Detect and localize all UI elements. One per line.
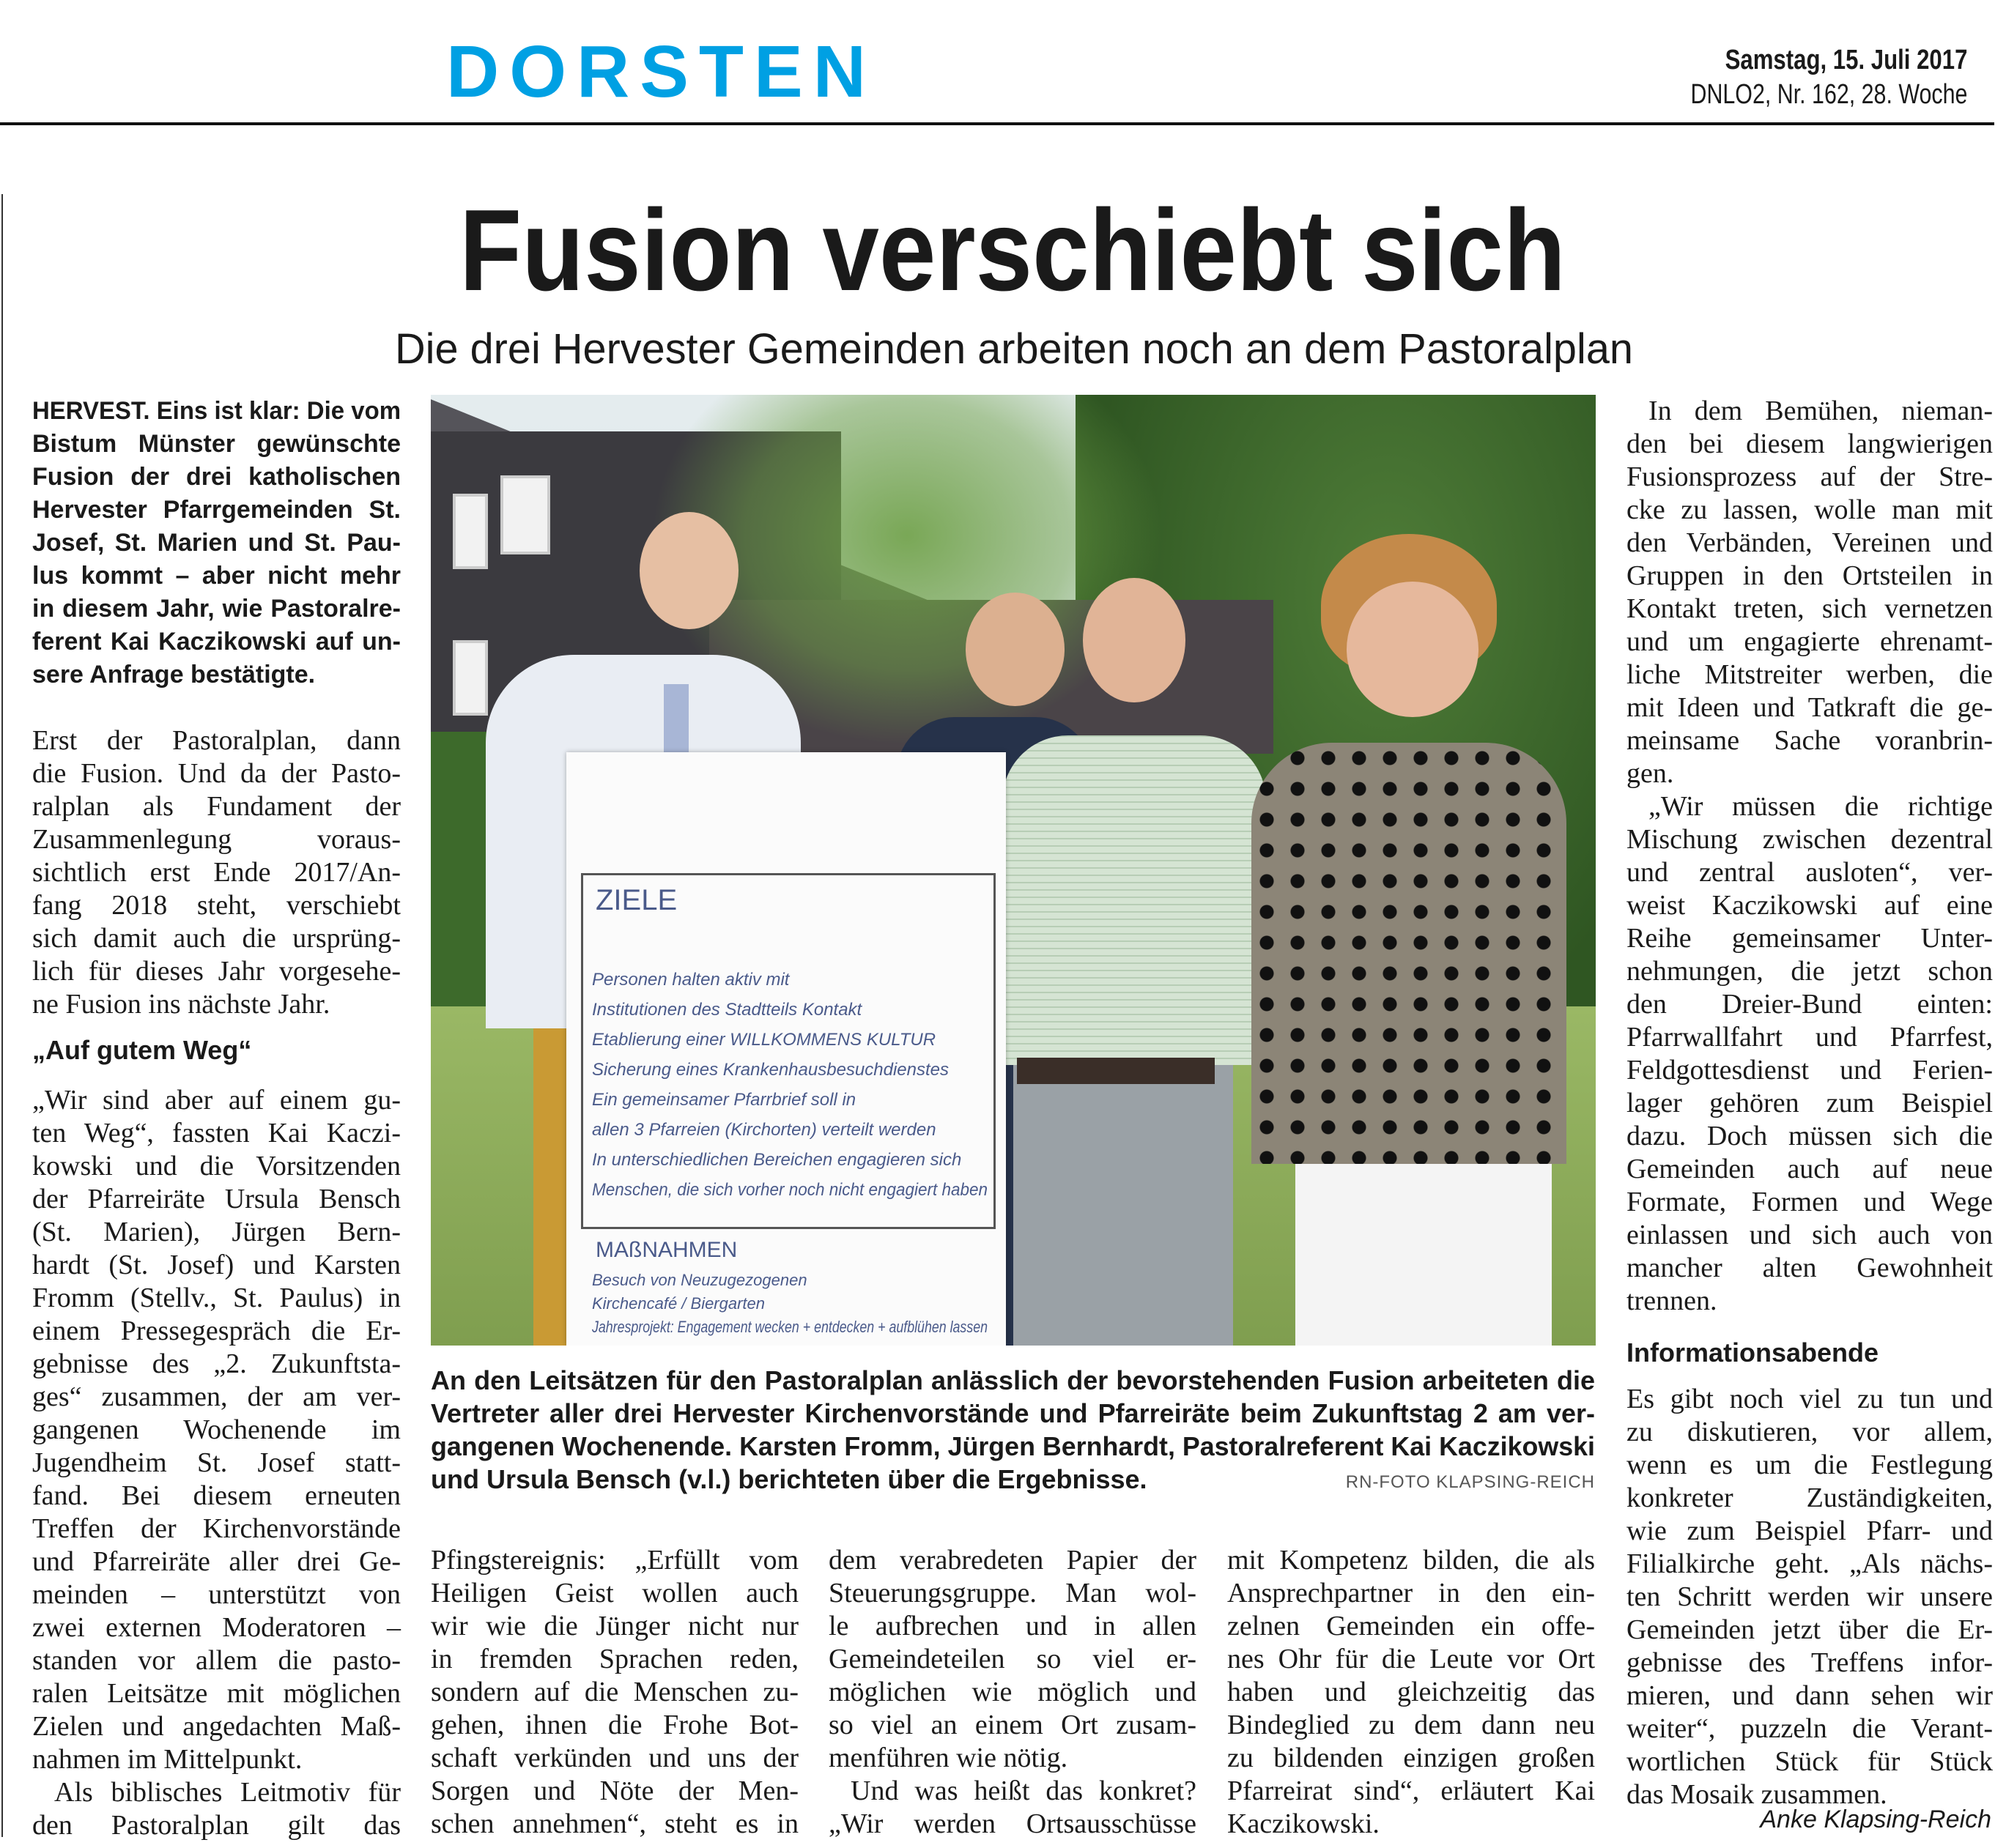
poster-line-text: Sicherung eines Krankenhausbesuchdienstes xyxy=(592,1060,949,1080)
text-line xyxy=(829,1775,1196,1808)
text-line xyxy=(32,658,401,691)
text-line-content: lich für dieses Jahr vorgesehe- xyxy=(32,956,401,987)
text-line-content: sondern auf die Menschen zu- xyxy=(431,1677,799,1707)
text-line-content: in fremden Sprachen reden, xyxy=(431,1644,799,1674)
text-line-content: und Ursula Bensch (v.l.) berichteten über die Ergebnisse. xyxy=(431,1464,1147,1494)
text-line-content: so viel an einem Ort zusam- xyxy=(829,1710,1196,1740)
text-line-content: mieren, und dann sehen wir xyxy=(1626,1680,1993,1711)
text-line xyxy=(32,889,401,922)
text-line xyxy=(1227,1643,1595,1676)
text-line xyxy=(431,1544,799,1577)
text-line-content: fang 2018 steht, verschiebt xyxy=(32,890,401,921)
text-line-content: Pfingstereignis: „Erfüllt vom xyxy=(431,1545,799,1576)
text-line-content: „Wir müssen die richtige xyxy=(1648,791,1993,822)
text-line xyxy=(1626,1219,1993,1252)
text-line-content: ten Weg“, fassten Kai Kaczi- xyxy=(32,1118,401,1148)
text-line-content: einlassen und sich auch von xyxy=(1626,1220,1993,1250)
paragraph xyxy=(1626,790,1993,1318)
text-line xyxy=(32,494,401,527)
text-line xyxy=(32,1216,401,1249)
article-photo xyxy=(431,395,1596,1346)
text-line-content: Gruppen in den Ortsteilen in xyxy=(1626,560,1993,591)
text-line xyxy=(431,1643,799,1676)
column-divider xyxy=(1,194,3,1837)
text-line xyxy=(829,1643,1196,1676)
paragraph xyxy=(829,1544,1196,1775)
text-line xyxy=(829,1544,1196,1577)
text-line-content: die Fusion. Und da der Pasto- xyxy=(32,758,401,789)
text-line-content: trennen. xyxy=(1626,1285,1717,1316)
text-line xyxy=(431,1709,799,1742)
poster-line xyxy=(592,1055,988,1085)
text-line-content: wie zum Beispiel Pfarr- und xyxy=(1626,1515,1993,1546)
text-line xyxy=(32,428,401,461)
paragraph xyxy=(1626,395,1993,790)
paragraph xyxy=(32,1776,401,1842)
text-line-content: und um engagierte ehrenamt- xyxy=(1626,626,1993,657)
subheading: Informationsabende xyxy=(1626,1337,1879,1368)
text-line xyxy=(829,1709,1196,1742)
text-line-content: ralen Leitsätze mit möglichen xyxy=(32,1678,401,1709)
text-line xyxy=(1227,1577,1595,1610)
text-line xyxy=(431,1577,799,1610)
poster-goal-list xyxy=(592,965,988,1205)
person-4-blouse xyxy=(1251,743,1566,1164)
text-line-content: Zielen und angedachten Maß- xyxy=(32,1711,401,1742)
subtitle xyxy=(395,326,1633,373)
text-line-content: Feldgottesdienst und Ferien- xyxy=(1626,1055,1993,1086)
paragraph-gap xyxy=(32,691,401,724)
text-line-content: den bei diesem langwierigen xyxy=(1626,428,1993,459)
text-line xyxy=(1626,823,1993,856)
text-line-content: in diesem Jahr, wie Pastoralre- xyxy=(32,595,401,623)
text-line-content: Zusammenlegung voraus- xyxy=(32,824,401,855)
paragraph xyxy=(1227,1544,1595,1841)
author-byline: Anke Klapsing-Reich xyxy=(1760,1806,1991,1833)
text-line-content: Fusion der drei katholischen xyxy=(32,463,401,491)
text-line-content: weist Kaczikowski auf eine xyxy=(1626,890,1993,921)
paragraph xyxy=(1626,1383,1993,1811)
text-line xyxy=(829,1808,1196,1841)
text-line xyxy=(431,1775,799,1808)
text-line-content: Gemeinden auch auf neue xyxy=(1626,1154,1993,1184)
poster-line-text: Jahresprojekt: Engagement wecken + entdecken + aufblühen lassen xyxy=(592,1318,988,1336)
poster-line xyxy=(592,965,988,995)
person-3-shirt xyxy=(1002,735,1266,1065)
poster-line-text: Ein gemeinsamer Pfarrbrief soll in xyxy=(592,1090,856,1110)
text-line xyxy=(829,1742,1196,1775)
text-line-content: Jugendheim St. Josef statt- xyxy=(32,1447,401,1478)
poster-line xyxy=(592,1175,988,1205)
text-line xyxy=(1626,1087,1993,1120)
text-line-content: Sorgen und Nöte der Men- xyxy=(431,1775,799,1806)
article-column-1 xyxy=(32,395,401,1842)
poster-line xyxy=(592,1269,988,1292)
text-line-content: haben und gleichzeitig das xyxy=(1227,1677,1595,1707)
text-line xyxy=(1626,626,1993,658)
text-line-content: meinden – unterstützt von xyxy=(32,1579,401,1610)
text-line xyxy=(1626,757,1993,790)
text-line-content: mit Ideen und Tatkraft die ge- xyxy=(1626,692,1993,723)
issue-date: Samstag, 15. Juli 2017 xyxy=(1725,45,1967,75)
text-line-content: das Mosaik zusammen. xyxy=(1626,1779,1887,1810)
text-line xyxy=(1626,1712,1993,1745)
poster-line-text: Institutionen des Stadtteils Kontakt xyxy=(592,1000,862,1020)
text-line-content: Fusionsprozess auf der Stre- xyxy=(1626,461,1993,492)
text-line xyxy=(1626,1647,1993,1680)
subheading: „Auf gutem Weg“ xyxy=(32,1035,252,1065)
text-line xyxy=(1626,1120,1993,1153)
text-line xyxy=(32,922,401,955)
poster-line xyxy=(592,1292,988,1316)
poster-line-text: Etablierung einer WILLKOMMENS KULTUR xyxy=(592,1030,936,1050)
text-line xyxy=(32,1611,401,1644)
text-line xyxy=(1626,1285,1993,1318)
text-line-content: den Verbänden, Vereinen und xyxy=(1626,527,1993,558)
text-line-content: Kontakt treten, sich vernetzen xyxy=(1626,593,1993,624)
window xyxy=(500,475,550,554)
issue-number: DNLO2, Nr. 162, 28. Woche xyxy=(1690,79,1967,110)
text-line-content: HERVEST. Eins ist klar: Die vom xyxy=(32,397,401,425)
text-line-content: wenn es um die Festlegung xyxy=(1626,1450,1993,1480)
paragraph xyxy=(431,1544,799,1841)
text-line-content: le aufbrechen und in allen xyxy=(829,1611,1196,1641)
text-line xyxy=(1227,1775,1595,1808)
text-line-content: liche Mitstreiter werben, die xyxy=(1626,659,1993,690)
text-line xyxy=(1626,1745,1993,1778)
text-line-content: sich damit auch die ursprüng- xyxy=(32,923,401,954)
text-line-content: Steuerungsgruppe. Man wol- xyxy=(829,1578,1196,1608)
text-line-content: Fromm (Stellv., St. Paulus) in xyxy=(32,1283,401,1313)
text-line xyxy=(1626,1680,1993,1712)
text-line-content: den Dreier-Bund einten: xyxy=(1626,989,1993,1020)
text-line-content: Reihe gemeinsamer Unter- xyxy=(1626,923,1993,954)
text-line xyxy=(32,1776,401,1809)
issue-info xyxy=(1621,42,1967,111)
poster-line xyxy=(592,1115,988,1145)
text-line xyxy=(1626,658,1993,691)
person-3-head xyxy=(1083,578,1185,702)
text-line xyxy=(1626,494,1993,527)
poster-line-text: In unterschiedlichen Bereichen engagieren sich xyxy=(592,1150,962,1170)
text-line xyxy=(32,1381,401,1414)
text-line xyxy=(32,593,401,626)
text-line xyxy=(1626,856,1993,889)
text-line xyxy=(32,988,401,1021)
text-line xyxy=(1626,395,1993,428)
text-line xyxy=(1626,790,1993,823)
text-line-content: „Wir sind aber auf einem gu- xyxy=(32,1085,401,1116)
text-line xyxy=(1626,1416,1993,1449)
text-line-content: gehen, ihnen die Frohe Bot- xyxy=(431,1710,799,1740)
poster-line xyxy=(592,1316,988,1339)
text-line-content: zu bildenden einzigen großen xyxy=(1227,1743,1595,1773)
poster-line xyxy=(592,1145,988,1175)
text-line-content: schen annehmen“, steht es in xyxy=(431,1808,799,1839)
text-line-content: wortlichen Stück für Stück xyxy=(1626,1746,1993,1777)
text-line xyxy=(431,1676,799,1709)
text-line xyxy=(32,724,401,757)
poster-line-text: Besuch von Neuzugezogenen xyxy=(592,1271,807,1289)
poster-heading-goals: ZIELE xyxy=(596,884,678,916)
text-line xyxy=(32,856,401,889)
text-line xyxy=(1626,593,1993,626)
text-line xyxy=(32,1578,401,1611)
text-line-content: Als biblisches Leitmotiv für xyxy=(54,1777,401,1808)
text-line-content: Bistum Münster gewünschte xyxy=(32,430,401,458)
person-1-head xyxy=(640,512,739,629)
text-line xyxy=(32,1447,401,1480)
text-line xyxy=(1626,691,1993,724)
text-line xyxy=(1626,1054,1993,1087)
text-line xyxy=(32,1513,401,1545)
poster-line-text: Kirchencafé / Biergarten xyxy=(592,1294,766,1313)
text-line-content: zu diskutieren, vor allem, xyxy=(1626,1417,1993,1447)
text-line-content: Filialkirche geht. „Als nächs- xyxy=(1626,1548,1993,1579)
photo-caption xyxy=(431,1364,1595,1496)
text-line-content: Vertreter aller drei Hervester Kirchenvorstände und Pfarreiräte beim Zukunftstag 2 am ver- xyxy=(431,1398,1595,1428)
text-line xyxy=(32,1084,401,1117)
text-line-content: mancher alten Gewohnheit xyxy=(1626,1253,1993,1283)
text-line-content: zwei externen Moderatoren – xyxy=(32,1612,401,1643)
text-line-content: den Pastoralplan gilt das xyxy=(32,1810,401,1841)
person-3-jeans xyxy=(1013,1050,1233,1346)
text-line xyxy=(32,757,401,790)
text-line-content: Gemeindeteilen so viel er- xyxy=(829,1644,1196,1674)
text-line-content: kowski und die Vorsitzenden xyxy=(32,1151,401,1181)
text-line-content: Es gibt noch viel zu tun und xyxy=(1626,1384,1993,1414)
text-line xyxy=(1626,428,1993,461)
text-line-content: cke zu lassen, wolle man mit xyxy=(1626,494,1993,525)
poster-heading-measures: MAßNAHMEN xyxy=(596,1238,738,1262)
text-line xyxy=(1626,1153,1993,1186)
text-line xyxy=(1227,1610,1595,1643)
text-line-content: mit Kompetenz bilden, die als xyxy=(1227,1545,1595,1576)
text-line xyxy=(1626,955,1993,988)
text-line-content: sere Anfrage bestätigte. xyxy=(32,661,316,689)
text-line xyxy=(1626,560,1993,593)
text-line-content: weiter“, puzzeln die Verant- xyxy=(1626,1713,1993,1744)
person-4-head xyxy=(1347,582,1478,717)
text-line-content: Josef, St. Marien und St. Pau- xyxy=(32,529,401,557)
text-line-content: lus kommt – aber nicht mehr xyxy=(32,562,401,590)
text-line xyxy=(32,626,401,658)
text-line-content: gangenen Wochenende im xyxy=(32,1414,401,1445)
text-line xyxy=(1227,1709,1595,1742)
article-column-3 xyxy=(829,1544,1196,1841)
text-line xyxy=(32,955,401,988)
text-line xyxy=(829,1610,1196,1643)
text-line xyxy=(829,1676,1196,1709)
text-line-content: In dem Bemühen, nieman- xyxy=(1648,396,1993,426)
text-line-content: konkreter Zuständigkeiten, xyxy=(1626,1483,1993,1513)
text-line xyxy=(32,1117,401,1150)
poster xyxy=(566,752,1006,1346)
text-line-content: standen vor allem die pasto- xyxy=(32,1645,401,1676)
text-line xyxy=(431,1742,799,1775)
text-line-content: Hervester Pfarrgemeinden St. xyxy=(32,496,401,524)
text-line xyxy=(1626,461,1993,494)
text-line xyxy=(1227,1742,1595,1775)
text-line-content: nes Ohr für die Leute vor Ort xyxy=(1227,1644,1595,1674)
text-line-content: meinsame Sache voranbrin- xyxy=(1626,725,1993,756)
text-line-content: dazu. Doch müssen sich die xyxy=(1626,1121,1993,1151)
text-line-content: Pfarrwallfahrt und Pfarrfest, xyxy=(1626,1022,1993,1053)
text-line xyxy=(32,790,401,823)
paragraph xyxy=(32,1084,401,1776)
text-line-content: (St. Marien), Jürgen Bern- xyxy=(32,1217,401,1247)
text-line-content: dem verabredeten Papier der xyxy=(829,1545,1196,1576)
poster-line-text: allen 3 Pfarreien (Kirchorten) verteilt werden xyxy=(592,1120,936,1140)
text-line xyxy=(431,1610,799,1643)
text-line-content: einem Pressegespräch die Er- xyxy=(32,1316,401,1346)
person-2-head xyxy=(966,593,1065,706)
text-line-content: schaft verkünden und uns der xyxy=(431,1743,799,1773)
text-line xyxy=(1626,1614,1993,1647)
window xyxy=(453,640,488,716)
text-line xyxy=(32,1249,401,1282)
text-line-content: gebnisse des Treffens infor- xyxy=(1626,1647,1993,1678)
text-line-content: nahmen im Mittelpunkt. xyxy=(32,1744,303,1775)
text-line-content: und Pfarreiräte aller drei Ge- xyxy=(32,1546,401,1577)
text-line xyxy=(1227,1808,1595,1841)
text-line xyxy=(32,395,401,428)
text-line-content: Formate, Formen und Wege xyxy=(1626,1187,1993,1217)
headline-text: Fusion verschiebt sich xyxy=(459,186,1566,315)
text-line xyxy=(32,1150,401,1183)
text-line-content: Erst der Pastoralplan, dann xyxy=(32,725,401,756)
text-line-content: Kaczikowski. xyxy=(1227,1808,1380,1839)
article-column-2 xyxy=(431,1544,799,1841)
text-line xyxy=(32,1743,401,1776)
text-line xyxy=(32,1315,401,1348)
text-line-content: Mischung zwischen dezentral xyxy=(1626,824,1993,855)
text-line xyxy=(32,1545,401,1578)
text-line xyxy=(431,1808,799,1841)
text-line xyxy=(1626,1548,1993,1581)
text-line xyxy=(431,1364,1595,1397)
text-line-content: An den Leitsätzen für den Pastoralplan anlässlich der bevorstehenden Fusion arbeiteten die xyxy=(431,1365,1595,1395)
text-line-content: Pfarreirat sind“, erläutert Kai xyxy=(1227,1775,1595,1806)
text-line xyxy=(1626,1252,1993,1285)
text-line-content: und zentral ausloten“, ver- xyxy=(1626,857,1993,888)
article-column-5 xyxy=(1626,395,1993,1811)
article-column-4 xyxy=(1227,1544,1595,1841)
text-line-content: möglichen wie möglich und xyxy=(829,1677,1196,1707)
text-line xyxy=(32,1348,401,1381)
headline xyxy=(459,186,1566,315)
poster-measure-list xyxy=(592,1269,988,1339)
text-line xyxy=(431,1397,1595,1430)
section-title: DORSTEN xyxy=(446,31,876,113)
text-line xyxy=(32,823,401,856)
text-line xyxy=(1626,1021,1993,1054)
text-line-content: nehmungen, die jetzt schon xyxy=(1626,956,1993,987)
paragraph xyxy=(829,1775,1196,1841)
window xyxy=(453,494,488,569)
person-1-tie xyxy=(664,684,689,757)
text-line xyxy=(829,1577,1196,1610)
text-line-content: ten Schritt werden wir unsere xyxy=(1626,1581,1993,1612)
text-line-content: wir wie die Jünger nicht nur xyxy=(431,1611,799,1641)
text-line xyxy=(1626,1515,1993,1548)
text-line-content: Heiligen Geist wollen auch xyxy=(431,1578,799,1608)
text-line xyxy=(1626,527,1993,560)
header-rule xyxy=(0,122,1994,125)
text-line-content: Und was heißt das konkret? xyxy=(851,1775,1196,1806)
text-line xyxy=(32,1480,401,1513)
text-line xyxy=(1626,988,1993,1021)
lead-paragraph xyxy=(32,395,401,691)
text-line xyxy=(32,1710,401,1743)
text-line-content: Bindeglied zu dem dann neu xyxy=(1227,1710,1595,1740)
text-line xyxy=(431,1430,1595,1463)
text-line xyxy=(32,1282,401,1315)
text-line-content: sichtlich erst Ende 2017/An- xyxy=(32,857,401,888)
text-line xyxy=(1626,1383,1993,1416)
text-line xyxy=(32,1644,401,1677)
text-line xyxy=(32,560,401,593)
text-line xyxy=(1227,1676,1595,1709)
photo-credit: RN-FOTO KLAPSING-REICH xyxy=(1345,1472,1595,1492)
text-line-content: der Pfarreiräte Ursula Bensch xyxy=(32,1184,401,1214)
text-line-content: Gemeinden jetzt über die Er- xyxy=(1626,1614,1993,1645)
text-line-content: Ansprechpartner in den ein- xyxy=(1227,1578,1595,1608)
text-line-content: gebnisse des „2. Zukunftsta- xyxy=(32,1348,401,1379)
poster-line-text: Personen halten aktiv mit xyxy=(592,970,790,990)
text-line-content: zelnen Gemeinden ein offe- xyxy=(1227,1611,1595,1641)
text-line xyxy=(1626,1449,1993,1482)
subtitle-text: Die drei Hervester Gemeinden arbeiten noch an dem Pastoralplan xyxy=(395,325,1633,373)
text-line-content: ralplan als Fundament der xyxy=(32,791,401,822)
text-line-content: ges“ zusammen, der am ver- xyxy=(32,1381,401,1412)
text-line-content: lager gehören zum Beispiel xyxy=(1626,1088,1993,1118)
text-line xyxy=(1626,1482,1993,1515)
text-line xyxy=(32,461,401,494)
text-line xyxy=(1626,1186,1993,1219)
text-line xyxy=(32,1183,401,1216)
text-line-content: fand. Bei diesem erneuten xyxy=(32,1480,401,1511)
text-line-content: gangenen Wochenende. Karsten Fromm, Jürgen Bernhardt, Pastoralreferent Kai Kaczikowski xyxy=(431,1431,1595,1461)
text-line xyxy=(32,1809,401,1842)
text-line-content: Treffen der Kirchenvorstände xyxy=(32,1513,401,1544)
text-line xyxy=(32,1677,401,1710)
text-line-content: ne Fusion ins nächste Jahr. xyxy=(32,989,330,1020)
poster-line-text: Menschen, die sich vorher noch nicht engagiert haben xyxy=(592,1180,988,1200)
person-3-belt xyxy=(1017,1058,1215,1084)
poster-line xyxy=(592,1025,988,1055)
text-line-content: hardt (St. Josef) und Karsten xyxy=(32,1250,401,1280)
text-line-content: menführen wie nötig. xyxy=(829,1743,1068,1773)
poster-line xyxy=(592,995,988,1025)
text-line xyxy=(1626,1581,1993,1614)
text-line xyxy=(1626,889,1993,922)
text-line-content: gen. xyxy=(1626,758,1674,789)
text-line-content: „Wir werden Ortsausschüsse xyxy=(829,1808,1196,1839)
poster-line xyxy=(592,1085,988,1115)
text-line xyxy=(32,527,401,560)
text-line-content: ferent Kai Kaczikowski auf un- xyxy=(32,628,401,656)
text-line xyxy=(1626,724,1993,757)
text-line xyxy=(32,1414,401,1447)
paragraph xyxy=(32,724,401,1021)
text-line xyxy=(1626,922,1993,955)
text-line xyxy=(1227,1544,1595,1577)
